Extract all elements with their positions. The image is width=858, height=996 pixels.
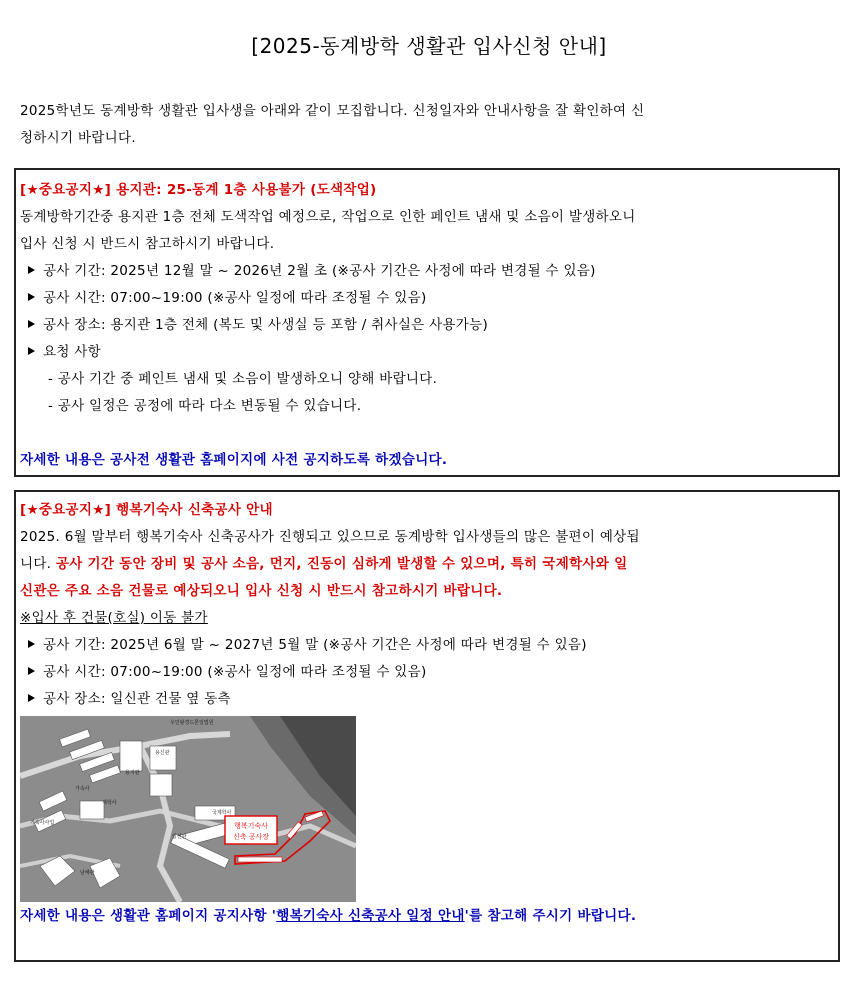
triangle-bullet-icon bbox=[28, 293, 35, 301]
notice-body-warning: 신관은 주요 소음 건물로 예상되오니 입사 신청 시 반드시 참고하시기 바랍니다. bbox=[20, 583, 503, 599]
intro-line-2: 청하시기 바랍니다. bbox=[20, 130, 136, 146]
note-line bbox=[20, 605, 824, 632]
bullet-item bbox=[20, 339, 824, 366]
notice-body-plain: 니다. bbox=[20, 556, 56, 572]
intro-text bbox=[20, 98, 820, 152]
bullet-item bbox=[20, 632, 824, 659]
notice-body-line bbox=[20, 551, 824, 578]
triangle-bullet-icon bbox=[28, 347, 35, 355]
bullet-text: 공사 장소: 일신관 건물 옆 동측 bbox=[43, 691, 231, 707]
triangle-bullet-icon bbox=[28, 320, 35, 328]
map-label: 재학사 bbox=[102, 800, 117, 806]
campus-map-image bbox=[20, 716, 356, 902]
spacer bbox=[20, 420, 824, 447]
footer-text: '를 참고해 주시기 바랍니다. bbox=[464, 908, 637, 924]
map-label: 용신관 bbox=[155, 750, 170, 756]
notice-title: [★중요공지★] 용지관: 25-동계 1층 사용불가 (도색작업) bbox=[20, 182, 377, 198]
notice-link[interactable]: 행복기숙사 신축공사 일정 안내 bbox=[276, 908, 465, 924]
bullet-text: 공사 기간: 2025년 12월 말 ~ 2026년 2월 초 (※공사 기간은 사정에 따라 변경될 수 있음) bbox=[43, 263, 596, 279]
triangle-bullet-icon bbox=[28, 266, 35, 274]
note-text: ※입사 후 건물(호실) 이동 불가 bbox=[20, 610, 208, 626]
map-label: 기숙사사업 bbox=[30, 820, 55, 826]
notice-body-warning: 공사 기간 동안 장비 및 공사 소음, 먼지, 진동이 심하게 발생할 수 있으며, 특히 국제학사와 일 bbox=[55, 556, 628, 572]
triangle-bullet-icon bbox=[28, 640, 35, 648]
bullet-item bbox=[20, 686, 824, 713]
map-label: 가속사 bbox=[75, 786, 90, 792]
map-site-label-2: 신축 공사장 bbox=[232, 833, 270, 841]
notice-box-happy-dorm bbox=[14, 490, 840, 962]
notice-box-yongji bbox=[14, 168, 840, 477]
map-label: 남해관 bbox=[80, 870, 95, 876]
map-label: 일신관 bbox=[172, 834, 187, 840]
intro-line-1: 2025학년도 동계방학 생활관 입사생을 아래와 같이 모집합니다. 신청일자와 안내사항을 잘 확인하여 신 bbox=[20, 103, 645, 119]
notice-footer: 자세한 내용은 공사전 생활관 홈페이지에 사전 공지하도록 하겠습니다. bbox=[20, 452, 448, 468]
bullet-text: 요청 사항 bbox=[43, 344, 101, 360]
bullet-item bbox=[20, 312, 824, 339]
map-label: 국제학사 bbox=[212, 810, 232, 816]
notice-body-line: 입사 신청 시 반드시 참고하시기 바랍니다. bbox=[20, 236, 275, 252]
notice-body-line: 동계방학기간중 용지관 1층 전체 도색작업 예정으로, 작업으로 인한 페인트 냄새 및 소음이 발생하오니 bbox=[20, 209, 636, 225]
page-title: [2025-동계방학 생활관 입사신청 안내] bbox=[251, 34, 607, 58]
footer-text: 자세한 내용은 생활관 홈페이지 공지사항 ' bbox=[20, 908, 277, 924]
notice-footer bbox=[20, 903, 824, 930]
bullet-text: 공사 기간: 2025년 6월 말 ~ 2027년 5월 말 (※공사 기간은 사정에 따라 변경될 수 있음) bbox=[43, 637, 587, 653]
notice-title: [★중요공지★] 행복기숙사 신축공사 안내 bbox=[20, 502, 273, 518]
bullet-item bbox=[20, 258, 824, 285]
map-label: 용지관 bbox=[125, 770, 140, 776]
triangle-bullet-icon bbox=[28, 667, 35, 675]
triangle-bullet-icon bbox=[28, 694, 35, 702]
sub-item: - 공사 기간 중 페인트 냄새 및 소음이 발생하오니 양해 바랍니다. bbox=[48, 371, 438, 387]
map-site-label-1: 행복기숙사 bbox=[234, 822, 268, 830]
bullet-text: 공사 시간: 07:00~19:00 (※공사 일정에 따라 조정될 수 있음) bbox=[43, 290, 427, 306]
notice-body-line: 2025. 6월 말부터 행복기숙사 신축공사가 진행되고 있으므로 동계방학 입사생들의 많은 불편이 예상됩 bbox=[20, 529, 640, 545]
bullet-text: 공사 장소: 용지관 1층 전체 (복도 및 사생실 등 포함 / 취사실은 사용가능) bbox=[43, 317, 489, 333]
map-label: 우인왕경드론일법원 bbox=[170, 720, 214, 726]
bullet-item bbox=[20, 285, 824, 312]
bullet-item bbox=[20, 659, 824, 686]
sub-item: - 공사 일정은 공정에 따라 다소 변동될 수 있습니다. bbox=[48, 398, 362, 414]
bullet-text: 공사 시간: 07:00~19:00 (※공사 일정에 따라 조정될 수 있음) bbox=[43, 664, 427, 680]
